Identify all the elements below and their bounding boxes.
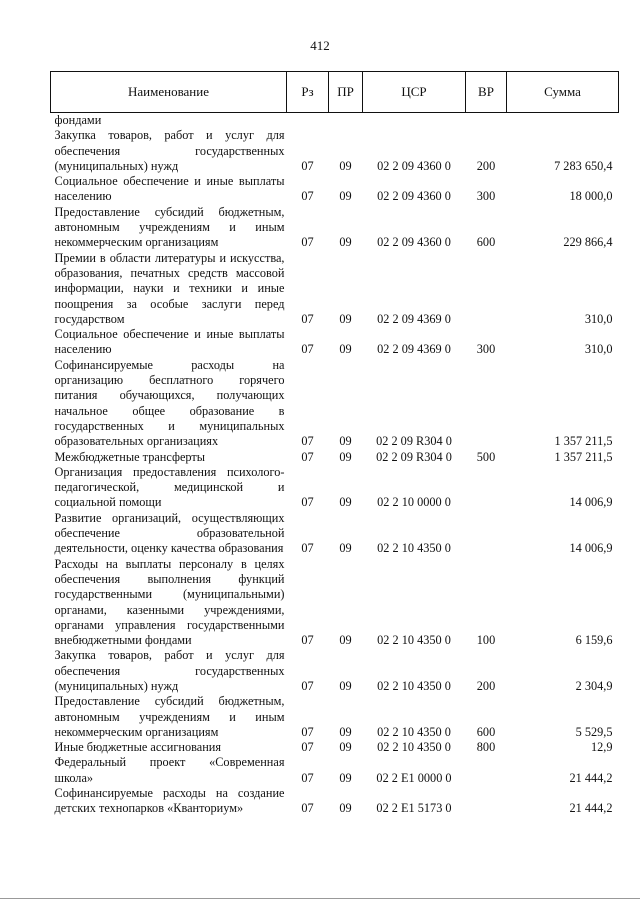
row-csr-cell: 02 2 10 4350 0 bbox=[377, 740, 451, 755]
row-pr-cell: 09 bbox=[339, 495, 352, 510]
row-csr-cell: 02 2 10 4350 0 bbox=[377, 541, 451, 556]
row-name-cell: Премии в области литературы и искусства, образования, печатных средств массовой информации, науки и техники и иные поощрения за особые заслуги перед государством bbox=[54, 250, 285, 326]
row-vr-cell: 800 bbox=[476, 740, 496, 755]
table-body bbox=[51, 113, 619, 817]
row-sum-cell: 12,9 bbox=[590, 740, 613, 755]
row-pr-cell: 09 bbox=[339, 311, 352, 326]
row-sum-cell: 5 529,5 bbox=[575, 724, 613, 739]
row-rz-cell: 07 bbox=[301, 724, 314, 739]
header-pr: ПР bbox=[329, 72, 363, 113]
row-vr-cell: 300 bbox=[476, 189, 496, 204]
row-vr-cell bbox=[466, 511, 507, 557]
row-vr-cell: 300 bbox=[476, 342, 496, 357]
row-pr-cell: 09 bbox=[339, 342, 352, 357]
row-csr-cell: 02 2 10 0000 0 bbox=[377, 495, 451, 510]
row-csr-cell: 02 2 E1 5173 0 bbox=[376, 801, 452, 816]
row-pr-cell: 09 bbox=[339, 235, 352, 250]
row-csr-cell: 02 2 10 4350 0 bbox=[377, 678, 451, 693]
row-pr-cell: 09 bbox=[339, 633, 352, 648]
row-pr-cell: 09 bbox=[339, 724, 352, 739]
table-row bbox=[51, 174, 619, 205]
table-row bbox=[51, 786, 619, 817]
row-csr-cell: 02 2 09 4360 0 bbox=[377, 189, 451, 204]
table-row bbox=[51, 465, 619, 511]
row-csr-cell: 02 2 09 R304 0 bbox=[376, 449, 452, 464]
row-name-cell: Организация предоставления психолого-педагогической, медицинской и социальной помощи bbox=[54, 464, 285, 510]
row-name-cell: Расходы на выплаты персоналу в целях обеспечения выполнения функций государственными (муниципальными) органами, казенными учреждениями, органами управления государственными внебюджетными фондами bbox=[54, 556, 285, 648]
row-vr-cell bbox=[466, 358, 507, 450]
row-sum-cell: 310,0 bbox=[584, 311, 613, 326]
row-rz-cell: 07 bbox=[301, 158, 314, 173]
table-row bbox=[51, 557, 619, 649]
row-pr-cell bbox=[329, 113, 363, 129]
budget-table-container bbox=[50, 71, 618, 817]
row-rz-cell: 07 bbox=[301, 770, 314, 785]
row-pr-cell: 09 bbox=[339, 740, 352, 755]
row-sum-cell: 6 159,6 bbox=[575, 633, 613, 648]
row-vr-cell bbox=[466, 786, 507, 817]
row-sum-cell: 310,0 bbox=[584, 342, 613, 357]
row-pr-cell: 09 bbox=[339, 541, 352, 556]
row-name-cell: Иные бюджетные ассигнования bbox=[54, 740, 222, 755]
row-rz-cell: 07 bbox=[301, 434, 314, 449]
row-name-cell: Софинансируемые расходы на организацию бесплатного горячего питания обучающихся, получающих начальное общее образование в государственных и муниципальных образовательных организациях bbox=[54, 357, 285, 449]
row-vr-cell: 600 bbox=[476, 724, 496, 739]
row-name-cell: Развитие организаций, осуществляющих обеспечение образовательной деятельности, оценку качества образования bbox=[54, 510, 285, 556]
row-pr-cell: 09 bbox=[339, 434, 352, 449]
row-name-cell: Софинансируемые расходы на создание детских технопарков «Кванториум» bbox=[54, 786, 285, 816]
row-name-cell: Закупка товаров, работ и услуг для обеспечения государственных (муниципальных) нужд bbox=[54, 128, 285, 173]
table-row bbox=[51, 327, 619, 358]
row-rz-cell: 07 bbox=[301, 449, 314, 464]
row-sum-cell: 229 866,4 bbox=[563, 235, 613, 250]
row-vr-cell: 500 bbox=[476, 449, 496, 464]
row-pr-cell: 09 bbox=[339, 158, 352, 173]
row-csr-cell: 02 2 09 R304 0 bbox=[376, 434, 452, 449]
row-sum-cell: 14 006,9 bbox=[569, 541, 613, 556]
table-row bbox=[51, 740, 619, 755]
row-vr-cell bbox=[466, 465, 507, 511]
row-rz-cell: 07 bbox=[301, 189, 314, 204]
row-sum-cell: 21 444,2 bbox=[569, 801, 613, 816]
table-row bbox=[51, 113, 619, 129]
row-name-cell: Закупка товаров, работ и услуг для обеспечения государственных (муниципальных) нужд bbox=[54, 648, 285, 693]
row-csr-cell: 02 2 09 4360 0 bbox=[377, 235, 451, 250]
row-pr-cell: 09 bbox=[339, 770, 352, 785]
row-name-cell: Федеральный проект «Современная школа» bbox=[54, 755, 285, 785]
row-sum-cell: 2 304,9 bbox=[575, 678, 613, 693]
row-sum-cell bbox=[507, 113, 619, 129]
row-rz-cell: 07 bbox=[301, 235, 314, 250]
row-name-cell: Предоставление субсидий бюджетным, автономным учреждениям и иным некоммерческим организациям bbox=[54, 694, 285, 739]
row-rz-cell: 07 bbox=[301, 541, 314, 556]
row-name-cell: фондами bbox=[54, 113, 102, 127]
row-csr-cell: 02 2 E1 0000 0 bbox=[376, 770, 452, 785]
table-row bbox=[51, 648, 619, 694]
row-name-cell: Межбюджетные трансферты bbox=[54, 449, 206, 464]
table-row bbox=[51, 358, 619, 450]
bottom-divider bbox=[0, 898, 640, 899]
row-sum-cell: 1 357 211,5 bbox=[554, 434, 613, 449]
table-row bbox=[51, 511, 619, 557]
row-rz-cell: 07 bbox=[301, 740, 314, 755]
row-vr-cell bbox=[466, 113, 507, 129]
row-vr-cell: 200 bbox=[476, 678, 496, 693]
header-rz: Рз bbox=[287, 72, 329, 113]
header-vr: ВР bbox=[466, 72, 507, 113]
header-sum: Сумма bbox=[507, 72, 619, 113]
row-vr-cell: 100 bbox=[476, 633, 496, 648]
row-vr-cell: 200 bbox=[476, 158, 496, 173]
row-sum-cell: 7 283 650,4 bbox=[554, 158, 613, 173]
row-sum-cell: 18 000,0 bbox=[569, 189, 613, 204]
row-rz-cell: 07 bbox=[301, 311, 314, 326]
row-name-cell: Предоставление субсидий бюджетным, автономным учреждениям и иным некоммерческим организациям bbox=[54, 204, 285, 250]
row-csr-cell bbox=[363, 113, 466, 129]
table-row bbox=[51, 205, 619, 251]
row-csr-cell: 02 2 09 4360 0 bbox=[377, 158, 451, 173]
table-row bbox=[51, 128, 619, 174]
row-sum-cell: 14 006,9 bbox=[569, 495, 613, 510]
row-name-cell: Социальное обеспечение и иные выплаты населению bbox=[54, 174, 285, 204]
row-vr-cell bbox=[466, 251, 507, 327]
table-header-row bbox=[51, 72, 619, 113]
row-sum-cell: 1 357 211,5 bbox=[554, 449, 613, 464]
budget-table bbox=[50, 71, 619, 817]
header-name: Наименование bbox=[51, 72, 287, 113]
row-name-cell: Социальное обеспечение и иные выплаты населению bbox=[54, 327, 285, 357]
row-pr-cell: 09 bbox=[339, 449, 352, 464]
row-csr-cell: 02 2 09 4369 0 bbox=[377, 342, 451, 357]
row-rz-cell bbox=[287, 113, 329, 129]
header-csr: ЦСР bbox=[363, 72, 466, 113]
row-csr-cell: 02 2 10 4350 0 bbox=[377, 633, 451, 648]
row-csr-cell: 02 2 09 4369 0 bbox=[377, 311, 451, 326]
row-vr-cell: 600 bbox=[476, 235, 496, 250]
page-number: 412 bbox=[310, 38, 330, 53]
row-vr-cell bbox=[466, 755, 507, 786]
row-rz-cell: 07 bbox=[301, 633, 314, 648]
table-row bbox=[51, 694, 619, 740]
row-rz-cell: 07 bbox=[301, 801, 314, 816]
table-row bbox=[51, 450, 619, 465]
row-pr-cell: 09 bbox=[339, 189, 352, 204]
row-rz-cell: 07 bbox=[301, 342, 314, 357]
row-rz-cell: 07 bbox=[301, 495, 314, 510]
row-pr-cell: 09 bbox=[339, 801, 352, 816]
table-row bbox=[51, 755, 619, 786]
row-rz-cell: 07 bbox=[301, 678, 314, 693]
row-csr-cell: 02 2 10 4350 0 bbox=[377, 724, 451, 739]
row-pr-cell: 09 bbox=[339, 678, 352, 693]
row-sum-cell: 21 444,2 bbox=[569, 770, 613, 785]
table-row bbox=[51, 251, 619, 327]
